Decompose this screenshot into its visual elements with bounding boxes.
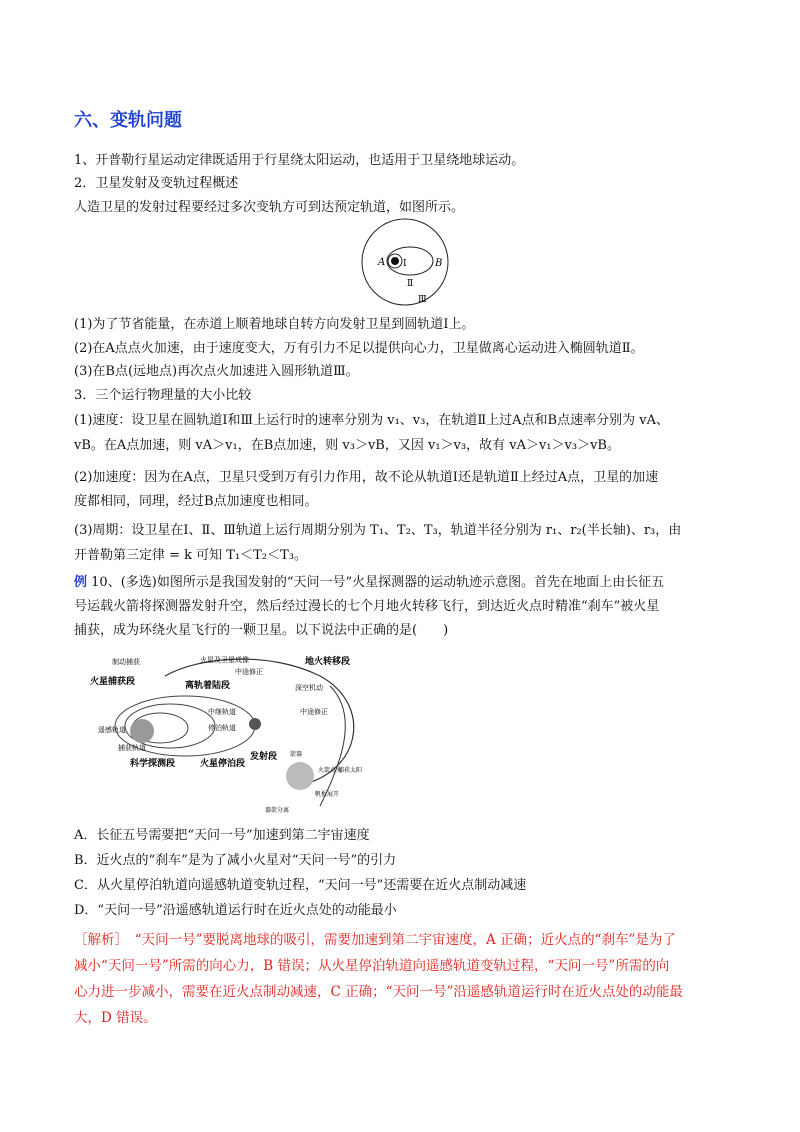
ignition-label: 火箭点火 [318,767,343,774]
option-b: B．近火点的“刹车”是为了减小火星对“天问一号”的引力 [74,853,397,868]
option-d: D．“天问一号”沿遥感轨道运行时在近火点处的动能最小 [74,903,397,918]
sun-capture-label: 捕获太阳 [338,767,363,774]
launch-intro-line: 人造卫星的发射过程要经过多次变轨方可到达预定轨道，如图所示。 [74,200,465,215]
launch-overview-heading: 2．卫星发射及变轨过程概述 [74,176,239,191]
point-a-label: A [378,257,386,268]
option-a: A．长征五号需要把“天问一号”加速到第二宇宙速度 [74,828,370,843]
earth-planet [286,762,314,790]
step-1-line: (1)为了节省能量，在赤道上顺着地球自转方向发射卫星到圆轨道Ⅰ上。 [74,317,475,332]
separation-label: 器箭分离 [265,807,290,814]
example-line-1 [74,573,664,593]
sun-icon [249,718,261,730]
parking-orbit-label: 停泊轨道 [208,724,236,732]
orbit-transfer-diagram [355,216,465,308]
remote-orbit-label: 遥感轨道 [98,726,126,734]
analysis-line-4: 大，D 错误。 [74,1010,157,1026]
mars-planet [130,719,154,743]
step-3-line: (3)在B点(远地点)再次点火加速进入圆形轨道Ⅲ。 [74,364,359,379]
mid-correction-1-label: 中途修正 [235,668,263,676]
capture-orbit-label: 捕获轨道 [118,744,146,752]
mission-trajectory-diagram [90,646,380,818]
orbit-3-label: Ⅲ [418,295,427,305]
example-number: 10、(多选) [91,575,157,590]
section-title: 六、变轨问题 [74,110,182,131]
analysis-line-3: 心力进一步减小，需要在近火点制动减速，C 正确；“天问一号”沿遥感轨道运行时在近火点处的动能最 [74,984,683,1000]
panel-label: 帆板展开 [315,791,340,798]
option-c: C．从火星停泊轨道向遥感轨道变轨过程，“天问一号”还需要在近火点制动减速 [74,878,527,893]
mars-parking-label: 火星停泊段 [200,759,246,769]
example-line-3: 捕获，成为环绕火星飞行的一颗卫星。以下说法中正确的是( ) [74,623,449,638]
accel-paragraph-1: (2)加速度：因为在A点，卫星只受到万有引力作用，故不论从轨道Ⅰ还是轨道Ⅱ上经过A点，卫星的加速 [74,470,659,485]
launch-label: 发射段 [250,752,278,762]
analysis-line-2: 减小“天问一号”所需的向心力，B 错误；从火星停泊轨道向遥感轨道变轨过程，“天问一号”所需的向 [74,958,670,974]
speed-paragraph-1: (1)速度：设卫星在圆轨道Ⅰ和Ⅲ上运行时的速率分别为 v₁、v₃，在轨道Ⅱ上过A点和B点速率分别为 vA、 [74,413,669,428]
point-b-label: B [435,258,443,269]
mars-capture-label: 火星捕获段 [90,677,136,687]
period-paragraph-1: (3)周期：设卫星在Ⅰ、Ⅱ、Ⅲ轨道上运行周期分别为 T₁、T₂、T₃，轨道半径分别为 r₁、r₂(半长轴)、r₃，由 [74,523,682,538]
orbit-1-label: Ⅰ [403,259,407,269]
speed-paragraph-2: vB。在A点加速，则 vA＞v₁，在B点加速，则 v₃＞vB，又因 v₁＞v₃，故有 vA＞v₁＞v₃＞vB。 [74,438,620,453]
earth-dot [391,257,399,265]
example-label: 例 [74,575,88,590]
relay-orbit-label: 中继轨道 [208,708,236,716]
arrow-label: 箭器 [290,751,303,758]
imaging-label: 火星及卫星成像 [200,656,249,664]
accel-paragraph-2: 度都相同，同理，经过B点加速度也相同。 [74,494,318,509]
science-label: 科学探测段 [130,759,176,769]
orbit-2-label: Ⅱ [407,279,414,289]
period-paragraph-2: 开普勒第三定律 = k 可知 T₁＜T₂＜T₃。 [74,548,307,563]
deep-space-label: 深空机动 [295,684,323,692]
mid-correction-2-label: 中途修正 [300,708,328,716]
deorbit-label: 离轨着陆段 [185,681,231,691]
law-scope-line: 1、开普勒行星运动定律既适用于行星绕太阳运动，也适用于卫星绕地球运动。 [74,153,525,168]
earth-mars-transfer-label: 地火转移段 [305,657,351,667]
comparison-heading: 3．三个运行物理量的大小比较 [74,388,252,403]
braking-label: 制动捕获 [112,658,140,666]
example-text-1: 如图所示是我国发射的“天问一号”火星探测器的运动轨迹示意图。首先在地面上由长征五 [156,575,665,590]
step-2-line: (2)在A点点火加速，由于速度变大，万有引力不足以提供向心力，卫星做离心运动进入椭圆轨道Ⅱ。 [74,341,644,356]
analysis-line-1: ［解析］ “天问一号”要脱离地球的吸引，需要加速到第二宇宙速度，A 正确；近火点的“刹车”是为了 [74,932,676,948]
example-line-2: 号运载火箭将探测器发射升空，然后经过漫长的七个月地火转移飞行，到达近火点时精准“刹车”被火星 [74,599,660,614]
